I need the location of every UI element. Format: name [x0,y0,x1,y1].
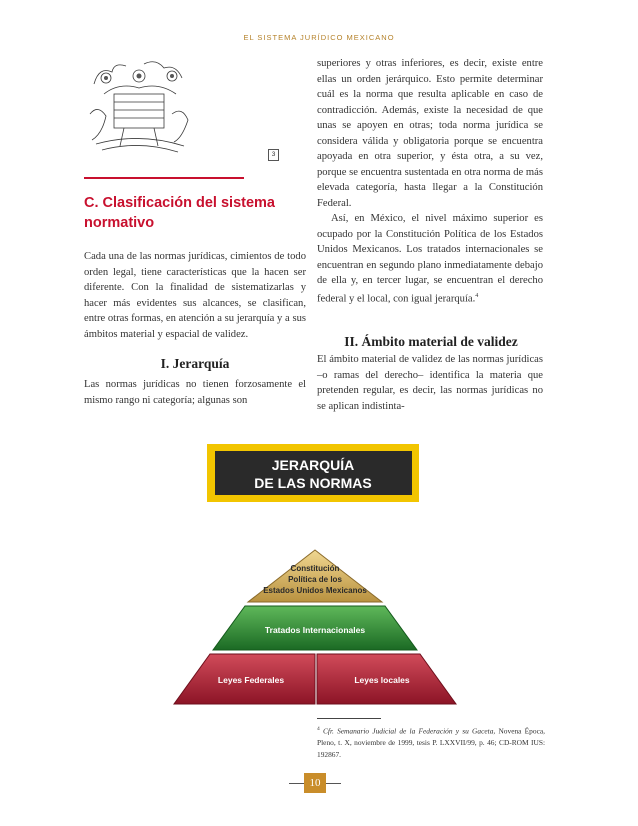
section-title-line2: normativo [84,215,155,231]
level3-right-label: Leyes locales [354,675,410,685]
jerarquia-paragraph-start: Las normas jurídicas no tienen forzosamente el mismo rango ni categoría; algunas son [84,379,306,406]
jerarquia-paragraph-2 [317,211,543,307]
footnote-italic: Cfr. Semanario Judicial de la Federación y su Gaceta, [322,726,496,736]
pyramid-infographic [160,442,556,717]
engraving-illustration [84,54,194,158]
ambito-paragraph: El ámbito material de validez de las normas jurídicas –o ramas del derecho– identifica la materia que pretenden regular, es decir, las normas jurídicas no se aplican indistinta- [317,354,543,412]
level3-left-label: Leyes Federales [217,675,285,685]
jerarquia-text-start [84,377,306,408]
section-intro [84,249,306,342]
pyramid-title-line2: DE LAS NORMAS [254,475,372,491]
footnote-rule [317,718,381,719]
footnote-reference: 4 [475,292,479,299]
pyramid-title-line1: JERARQUÍA [271,457,355,473]
footnote-text: Novena Época, Pleno, t. X, noviembre de 1999, tesis P. LXXVII/99, p. 46; CD-ROM IUS: 192867. [317,726,545,760]
intro-paragraph: Cada una de las normas jurídicas, cimientos de todo orden legal, tiene características que la hacen ser diferente. Con la finalidad de sistematizarlas y hacer más evidentes sus alcances, se clasifican, entre otras formas, en atención a su jerarquía y a sus ámbitos material y espacial de validez. [84,251,306,340]
right-column-text [317,56,543,307]
page-number: 10 [304,773,326,793]
page-rule-left [289,783,304,784]
section-title-line1: C. Clasificación del sistema [84,195,275,211]
footnote [317,723,545,761]
section-title [84,193,306,233]
section-rule [84,177,244,179]
level1-line2: Política de los [288,575,342,584]
subsection-title-ambito: II. Ámbito material de validez [344,334,518,349]
level2-label: Tratados Internacionales [264,625,366,635]
figure-number: 3 [268,149,279,161]
running-header: EL SISTEMA JURÍDICO MEXICANO [243,33,395,42]
jerarquia-paragraph-2-text: Así, en México, el nivel máximo superior es ocupado por la Constitución Política de los Estados Unidos Mexicanos. Los tratados internacionales se encuentran en segundo plano inmediatamente debajo de ella y, en tercer lugar, se encuentran el derecho federal y el local, con igual jerarquía. [317,213,543,305]
jerarquia-paragraph-cont: superiores y otras inferiores, es decir, existe entre ellas un orden jerárquico. Esto permite determinar cuál es la norma que resulta aplicable en caso de contradicción. Además, existe la necesidad de que unas se apoyen en otras; toda norma jurídica se considera válida y obligatoria porque se encuentra apoyada en otra superior, y ésta otra, a su vez, porque se encuentra sustentada en otra norma de más elevada categoría, hasta llegar a la Constitución Federal. [317,58,543,209]
page-rule-right [326,783,341,784]
ambito-text [317,352,543,414]
level1-line1: Constitución [290,564,340,573]
level1-line3: Estados Unidos Mexicanos [263,586,367,595]
subsection-title-jerarquia: I. Jerarquía [160,356,230,371]
footnote-number: 4 [317,726,320,732]
